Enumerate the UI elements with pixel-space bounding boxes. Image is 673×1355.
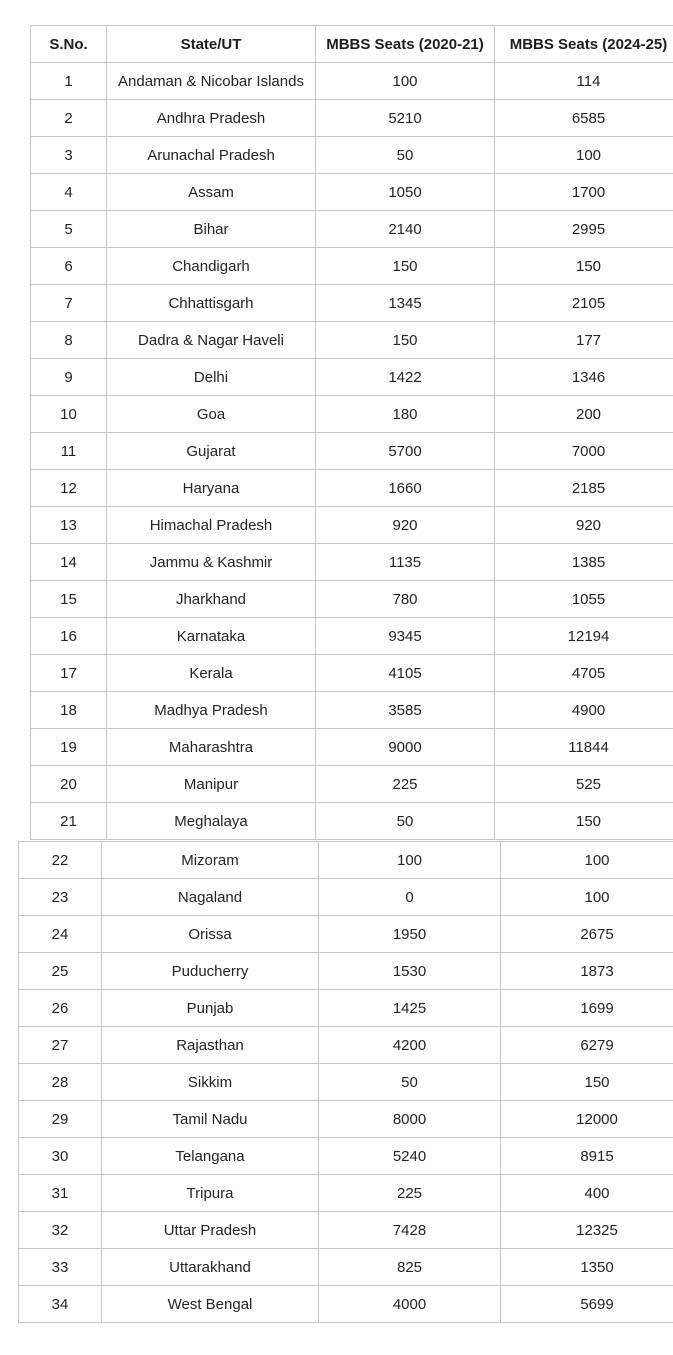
- mbbs-seats-table-segment-1: [30, 25, 673, 840]
- table-row: [31, 100, 673, 137]
- seats-2020-cell: 1950: [319, 916, 501, 953]
- seats-2020-cell: 2140: [316, 211, 495, 248]
- sno-cell: 7: [31, 285, 107, 322]
- seats-2024-cell: 150: [495, 803, 673, 840]
- table-row: [19, 1027, 673, 1064]
- state-cell: Gujarat: [107, 433, 316, 470]
- state-cell: Dadra & Nagar Haveli: [107, 322, 316, 359]
- sno-cell: 19: [31, 729, 107, 766]
- seats-2024-cell: 4705: [495, 655, 673, 692]
- sno-cell: 18: [31, 692, 107, 729]
- table-row: [19, 1101, 673, 1138]
- table-body-segment-2: [19, 842, 673, 1323]
- header-seats-2024: MBBS Seats (2024-25): [495, 26, 673, 63]
- table-row: [19, 990, 673, 1027]
- state-cell: Uttarakhand: [102, 1249, 319, 1286]
- table-header: [31, 26, 673, 63]
- sno-cell: 25: [19, 953, 102, 990]
- state-cell: Chandigarh: [107, 248, 316, 285]
- seats-2020-cell: 225: [316, 766, 495, 803]
- seats-2020-cell: 150: [316, 322, 495, 359]
- seats-2024-cell: 1699: [501, 990, 673, 1027]
- state-cell: Jharkhand: [107, 581, 316, 618]
- sno-cell: 26: [19, 990, 102, 1027]
- sno-cell: 23: [19, 879, 102, 916]
- seats-2020-cell: 50: [316, 803, 495, 840]
- seats-2020-cell: 180: [316, 396, 495, 433]
- seats-2024-cell: 5699: [501, 1286, 673, 1323]
- seats-2024-cell: 177: [495, 322, 673, 359]
- seats-2020-cell: 5700: [316, 433, 495, 470]
- seats-2024-cell: 7000: [495, 433, 673, 470]
- seats-2020-cell: 4105: [316, 655, 495, 692]
- sno-cell: 17: [31, 655, 107, 692]
- seats-2024-cell: 4900: [495, 692, 673, 729]
- table-row: [31, 137, 673, 174]
- table-row: [31, 655, 673, 692]
- state-cell: Manipur: [107, 766, 316, 803]
- state-cell: Telangana: [102, 1138, 319, 1175]
- header-row: [31, 26, 673, 63]
- seats-2020-cell: 780: [316, 581, 495, 618]
- table-row: [31, 174, 673, 211]
- seats-2024-cell: 8915: [501, 1138, 673, 1175]
- table-row: [31, 507, 673, 544]
- state-cell: Assam: [107, 174, 316, 211]
- seats-2020-cell: 1345: [316, 285, 495, 322]
- state-cell: Goa: [107, 396, 316, 433]
- seats-2020-cell: 9345: [316, 618, 495, 655]
- seats-2024-cell: 2185: [495, 470, 673, 507]
- state-cell: Puducherry: [102, 953, 319, 990]
- table-row: [31, 396, 673, 433]
- sno-cell: 31: [19, 1175, 102, 1212]
- sno-cell: 20: [31, 766, 107, 803]
- seats-2020-cell: 50: [319, 1064, 501, 1101]
- seats-2020-cell: 1050: [316, 174, 495, 211]
- state-cell: Nagaland: [102, 879, 319, 916]
- seats-2020-cell: 3585: [316, 692, 495, 729]
- table-row: [31, 618, 673, 655]
- sno-cell: 13: [31, 507, 107, 544]
- state-cell: Delhi: [107, 359, 316, 396]
- sno-cell: 14: [31, 544, 107, 581]
- seats-2020-cell: 225: [319, 1175, 501, 1212]
- sno-cell: 30: [19, 1138, 102, 1175]
- table-row: [19, 879, 673, 916]
- seats-2020-cell: 100: [316, 63, 495, 100]
- seats-2024-cell: 100: [501, 842, 673, 879]
- seats-2020-cell: 7428: [319, 1212, 501, 1249]
- table-row: [31, 470, 673, 507]
- seats-2020-cell: 920: [316, 507, 495, 544]
- seats-2024-cell: 200: [495, 396, 673, 433]
- seats-2020-cell: 1422: [316, 359, 495, 396]
- state-cell: Rajasthan: [102, 1027, 319, 1064]
- table-row: [31, 544, 673, 581]
- header-state: State/UT: [107, 26, 316, 63]
- seats-2024-cell: 100: [501, 879, 673, 916]
- seats-2020-cell: 8000: [319, 1101, 501, 1138]
- sno-cell: 24: [19, 916, 102, 953]
- table-row: [19, 1175, 673, 1212]
- seats-2020-cell: 4000: [319, 1286, 501, 1323]
- seats-2024-cell: 12325: [501, 1212, 673, 1249]
- state-cell: Maharashtra: [107, 729, 316, 766]
- table-row: [31, 433, 673, 470]
- table-row: [31, 211, 673, 248]
- state-cell: Mizoram: [102, 842, 319, 879]
- table-row: [31, 766, 673, 803]
- table-row: [31, 359, 673, 396]
- state-cell: Tamil Nadu: [102, 1101, 319, 1138]
- seats-2024-cell: 1350: [501, 1249, 673, 1286]
- seats-2024-cell: 2995: [495, 211, 673, 248]
- seats-2020-cell: 825: [319, 1249, 501, 1286]
- sno-cell: 8: [31, 322, 107, 359]
- seats-2024-cell: 1700: [495, 174, 673, 211]
- state-cell: Chhattisgarh: [107, 285, 316, 322]
- seats-2020-cell: 4200: [319, 1027, 501, 1064]
- table-row: [31, 248, 673, 285]
- state-cell: Arunachal Pradesh: [107, 137, 316, 174]
- sno-cell: 22: [19, 842, 102, 879]
- sno-cell: 5: [31, 211, 107, 248]
- state-cell: Kerala: [107, 655, 316, 692]
- seats-2020-cell: 1530: [319, 953, 501, 990]
- mbbs-seats-table-segment-2: [18, 841, 673, 1323]
- state-cell: Punjab: [102, 990, 319, 1027]
- seats-2020-cell: 100: [319, 842, 501, 879]
- state-cell: Karnataka: [107, 618, 316, 655]
- table-row: [19, 916, 673, 953]
- table-row: [19, 953, 673, 990]
- table-row: [31, 63, 673, 100]
- table-row: [31, 692, 673, 729]
- seats-2024-cell: 1385: [495, 544, 673, 581]
- seats-2020-cell: 5240: [319, 1138, 501, 1175]
- state-cell: Andaman & Nicobar Islands: [107, 63, 316, 100]
- state-cell: Himachal Pradesh: [107, 507, 316, 544]
- seats-2024-cell: 2675: [501, 916, 673, 953]
- seats-2020-cell: 150: [316, 248, 495, 285]
- sno-cell: 16: [31, 618, 107, 655]
- state-cell: West Bengal: [102, 1286, 319, 1323]
- table-row: [19, 842, 673, 879]
- table-body-segment-1: [31, 63, 673, 840]
- state-cell: Meghalaya: [107, 803, 316, 840]
- seats-2020-cell: 1660: [316, 470, 495, 507]
- sno-cell: 10: [31, 396, 107, 433]
- table-row: [19, 1138, 673, 1175]
- sno-cell: 6: [31, 248, 107, 285]
- table-row: [19, 1286, 673, 1323]
- seats-2020-cell: 1425: [319, 990, 501, 1027]
- seats-2024-cell: 6279: [501, 1027, 673, 1064]
- sno-cell: 11: [31, 433, 107, 470]
- sno-cell: 32: [19, 1212, 102, 1249]
- sno-cell: 12: [31, 470, 107, 507]
- table-row: [31, 322, 673, 359]
- state-cell: Madhya Pradesh: [107, 692, 316, 729]
- table-row: [31, 729, 673, 766]
- table-row: [31, 803, 673, 840]
- seats-2024-cell: 12000: [501, 1101, 673, 1138]
- seats-2024-cell: 12194: [495, 618, 673, 655]
- sno-cell: 33: [19, 1249, 102, 1286]
- state-cell: Haryana: [107, 470, 316, 507]
- sno-cell: 21: [31, 803, 107, 840]
- state-cell: Andhra Pradesh: [107, 100, 316, 137]
- sno-cell: 15: [31, 581, 107, 618]
- state-cell: Jammu & Kashmir: [107, 544, 316, 581]
- state-cell: Sikkim: [102, 1064, 319, 1101]
- sno-cell: 2: [31, 100, 107, 137]
- sno-cell: 34: [19, 1286, 102, 1323]
- seats-2020-cell: 9000: [316, 729, 495, 766]
- sno-cell: 9: [31, 359, 107, 396]
- header-sno: S.No.: [31, 26, 107, 63]
- seats-2024-cell: 2105: [495, 285, 673, 322]
- seats-2024-cell: 400: [501, 1175, 673, 1212]
- seats-2020-cell: 1135: [316, 544, 495, 581]
- seats-2024-cell: 525: [495, 766, 673, 803]
- sno-cell: 4: [31, 174, 107, 211]
- seats-2024-cell: 1873: [501, 953, 673, 990]
- seats-2024-cell: 150: [495, 248, 673, 285]
- seats-2024-cell: 1055: [495, 581, 673, 618]
- sno-cell: 27: [19, 1027, 102, 1064]
- seats-2020-cell: 50: [316, 137, 495, 174]
- table-row: [19, 1212, 673, 1249]
- seats-2020-cell: 0: [319, 879, 501, 916]
- sno-cell: 3: [31, 137, 107, 174]
- seats-2024-cell: 100: [495, 137, 673, 174]
- sno-cell: 28: [19, 1064, 102, 1101]
- seats-2024-cell: 1346: [495, 359, 673, 396]
- seats-2024-cell: 11844: [495, 729, 673, 766]
- state-cell: Uttar Pradesh: [102, 1212, 319, 1249]
- state-cell: Bihar: [107, 211, 316, 248]
- sno-cell: 29: [19, 1101, 102, 1138]
- state-cell: Orissa: [102, 916, 319, 953]
- seats-2024-cell: 6585: [495, 100, 673, 137]
- seats-2024-cell: 150: [501, 1064, 673, 1101]
- header-seats-2020: MBBS Seats (2020-21): [316, 26, 495, 63]
- table-row: [19, 1064, 673, 1101]
- table-row: [19, 1249, 673, 1286]
- table-row: [31, 581, 673, 618]
- sno-cell: 1: [31, 63, 107, 100]
- seats-2020-cell: 5210: [316, 100, 495, 137]
- state-cell: Tripura: [102, 1175, 319, 1212]
- seats-2024-cell: 114: [495, 63, 673, 100]
- seats-2024-cell: 920: [495, 507, 673, 544]
- table-row: [31, 285, 673, 322]
